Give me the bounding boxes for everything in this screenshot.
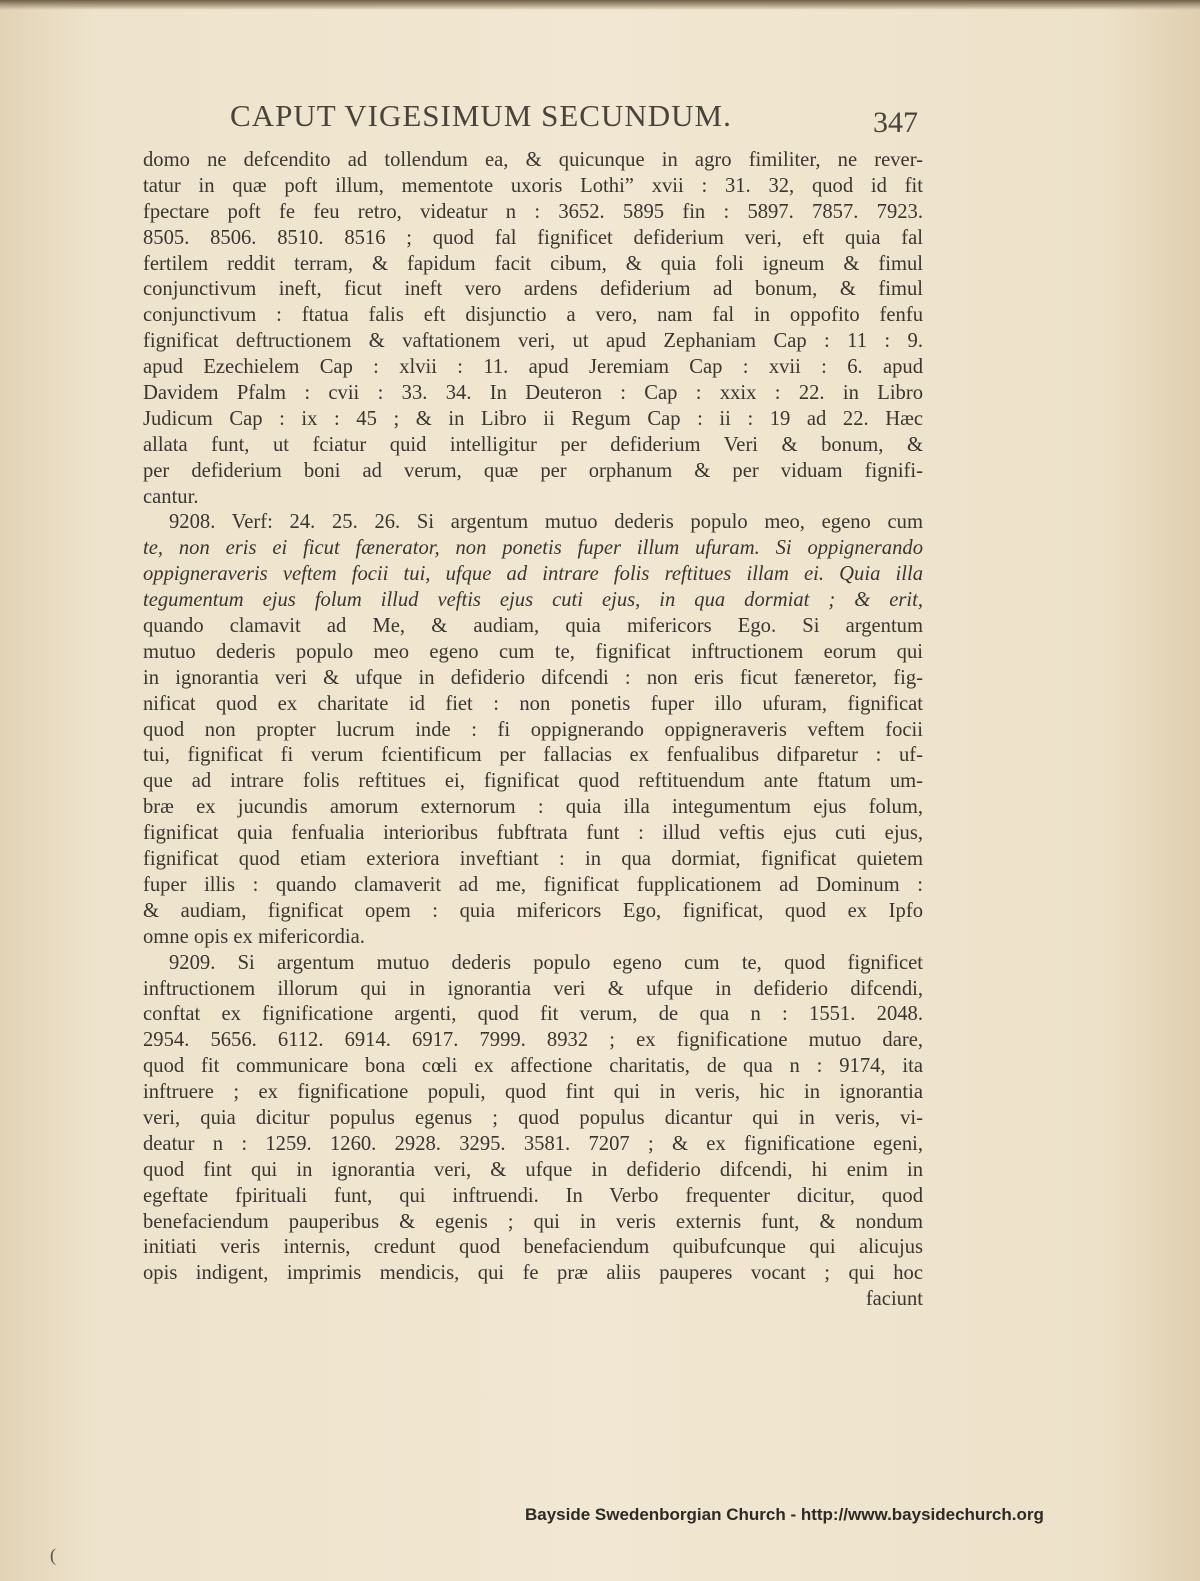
text-line: egeftate fpirituali funt, qui inftruendi. In Verbo frequenter dicitur, quod [143, 1184, 923, 1207]
text-line: 2954. 5656. 6112. 6914. 6917. 7999. 8932 ; ex fignificatione mutuo dare, [143, 1029, 923, 1052]
text-line: per defiderium boni ad verum, quæ per orphanum & per viduam fignifi- [143, 459, 923, 482]
page-top-edge [0, 0, 1200, 10]
text-line: fignificat quia fenfualia interioribus fubftrata funt : illud veftis ejus cuti ejus, [143, 822, 923, 845]
text-line: fertilem reddit terram, & fapidum facit cibum, & quia foli igneum & fimul [143, 252, 923, 275]
text-line: veri, quia dicitur populus egenus ; quod populus dicantur qui in veris, vi- [143, 1106, 923, 1129]
text-line: allata funt, ut fciatur quid intelligitur per defiderium Veri & bonum, & [143, 433, 923, 456]
footer-credit: Bayside Swedenborgian Church - http://www.baysidechurch.org [525, 1505, 1044, 1524]
text-line: Judicum Cap : ix : 45 ; & in Libro ii Regum Cap : ii : 19 ad 22. Hæc [143, 407, 923, 430]
text-line: conjunctivum ineft, ficut ineft vero ardens defiderium ad bonum, & fimul [143, 278, 923, 301]
text-line: fignificat deftructionem & vaftationem veri, ut apud Zephaniam Cap : 11 : 9. [143, 330, 923, 353]
text-line: bræ ex jucundis amorum externorum : quia illa integumentum ejus folum, [143, 796, 923, 819]
text-line: fpectare poft fe feu retro, videatur n : 3652. 5895 fin : 5897. 7857. 7923. [143, 200, 923, 223]
catchword: faciunt [865, 1288, 923, 1311]
body-text [143, 148, 923, 1313]
text-line: & audiam, fignificat opem : quia mifericors Ego, fignificat, quod ex Ipfo [143, 899, 923, 922]
text-line: fuper illis : quando clamaverit ad me, fignificat fupplicationem ad Dominum : [143, 873, 923, 896]
text-line: 8505. 8506. 8510. 8516 ; quod fal fignificet defiderium veri, eft quia fal [143, 226, 923, 249]
text-line: domo ne defcendito ad tollendum ea, & quicunque in agro fimiliter, ne rever- [143, 149, 923, 171]
text-line: que ad intrare folis reftitues ei, fignificat quod reftituendum ante ftatum um- [143, 770, 923, 793]
text-line: quod fit communicare bona cœli ex affectione charitatis, de qua n : 9174, ita [143, 1055, 923, 1078]
text-line: quod non propter lucrum inde : fi oppignerando oppigneraveris veftem focii [143, 718, 923, 741]
text-line: quod fint qui in ignorantia veri, & ufque in defiderio difcendi, hi enim in [143, 1158, 923, 1181]
text-line: nificat quod ex charitate id fiet : non ponetis fuper illo ufuram, fignificat [143, 692, 923, 715]
text-line: fignificat quod etiam exteriora inveftiant : in qua dormiat, fignificat quietem [143, 848, 923, 871]
text-line: apud Ezechielem Cap : xlvii : 11. apud Jeremiam Cap : xvii : 6. apud [143, 356, 923, 379]
text-line: Davidem Pfalm : cvii : 33. 34. In Deuteron : Cap : xxix : 22. in Libro [143, 382, 923, 405]
paragraph-9208-start: 9208. Verf: 24. 25. 26. Si argentum mutuo dederis populo meo, egeno cum [169, 511, 923, 534]
text-line: cantur. [143, 485, 199, 508]
text-line: tegumentum ejus folum illud veftis ejus cuti ejus, in qua dormiat ; & erit, [143, 589, 923, 612]
text-line: opis indigent, imprimis mendicis, qui fe præ aliis pauperes vocant ; qui hoc [143, 1262, 923, 1285]
text-line: deatur n : 1259. 1260. 2928. 3295. 3581. 7207 ; & ex fignificatione egeni, [143, 1132, 923, 1155]
text-line: in ignorantia veri & ufque in defiderio difcendi : non eris ficut fæneretor, fig- [143, 666, 923, 689]
text-line: quando clamavit ad Me, & audiam, quia mifericors Ego. Si argentum [143, 615, 923, 638]
text-line: conftat ex fignificatione argenti, quod fit verum, de qua n : 1551. 2048. [143, 1003, 923, 1026]
text-line: te, non eris ei ficut fænerator, non ponetis fuper illum ufuram. Si oppignerando [143, 537, 923, 560]
text-line: mutuo dederis populo meo egeno cum te, fignificat inftructionem eorum qui [143, 640, 923, 663]
text-line: oppigneraveris veftem focii tui, ufque ad intrare folis reftitues illam ei. Quia illa [143, 563, 923, 586]
text-line: tui, fignificat fi verum fcientificum per fallacias ex fenfualibus difparetur : uf- [143, 744, 923, 767]
text-line: omne opis ex mifericordia. [143, 925, 365, 948]
text-line: benefaciendum pauperibus & egenis ; qui in veris externis funt, & nondum [143, 1210, 923, 1233]
page-number: 347 [873, 106, 918, 139]
text-line: inftruere ; ex fignificatione populi, quod fint qui in veris, hic in ignorantia [143, 1081, 923, 1104]
text-line: initiati veris internis, credunt quod benefaciendum quibufcunque qui alicujus [143, 1236, 923, 1259]
running-head: CAPUT VIGESIMUM SECUNDUM. [230, 98, 732, 133]
text-line: tatur in quæ poft illum, mementote uxoris Lothi” xvii : 31. 32, quod id fit [143, 174, 923, 197]
paragraph-9209-start: 9209. Si argentum mutuo dederis populo egeno cum te, quod fignificet [169, 951, 923, 974]
margin-mark: ( [50, 1545, 56, 1565]
text-line: inftructionem illorum qui in ignorantia veri & ufque in defiderio difcendi, [143, 977, 923, 1000]
text-line: conjunctivum : ftatua falis eft disjunctio a vero, nam fal in oppofito fenfu [143, 304, 923, 327]
